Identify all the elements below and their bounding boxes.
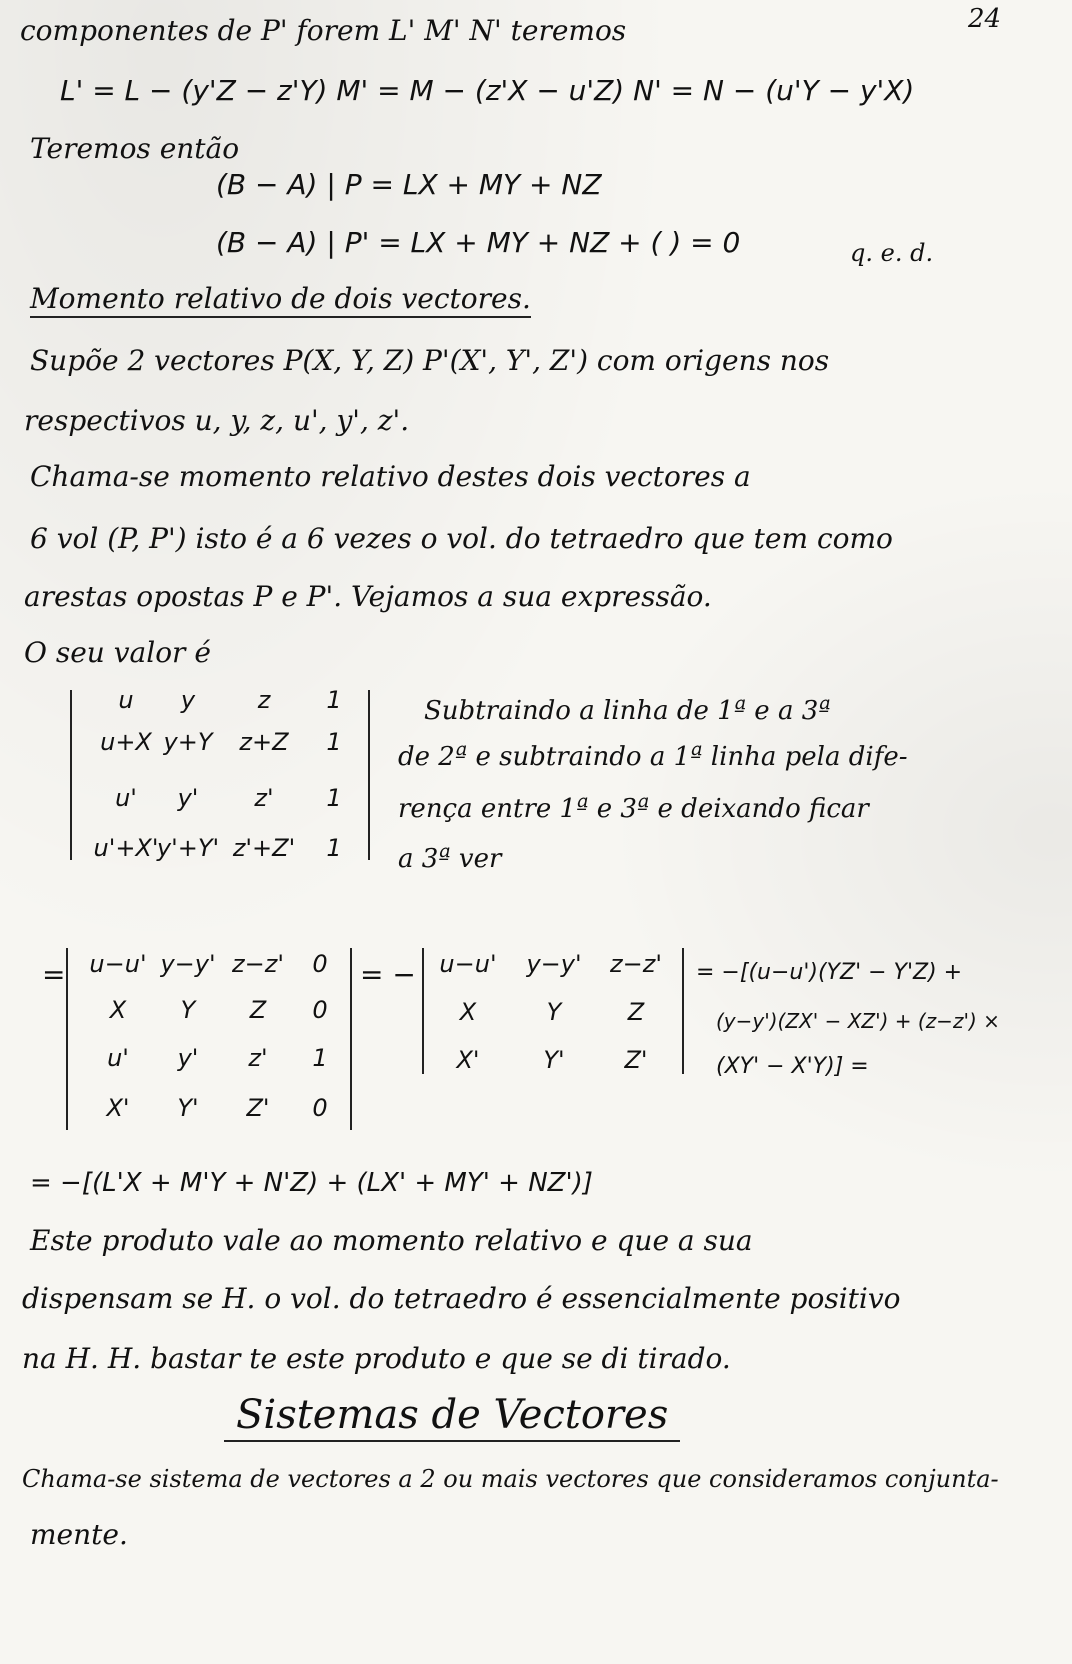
text-line-8: Chama-se momento relativo destes dois vectores a — [30, 460, 751, 493]
equals-sign-1: = — [42, 958, 66, 991]
det-b-cell: 0 — [312, 1094, 328, 1122]
det-b-cell: y−y' — [160, 950, 216, 978]
det-b-cell: Z — [249, 996, 267, 1024]
text-line-14: dispensam se H. o vol. do tetraedro é essencialmente positivo — [22, 1282, 901, 1315]
det-a-cell: u'+X' — [93, 834, 159, 862]
equation-final: = −[(L'X + M'Y + N'Z) + (LX' + MY' + NZ')] — [30, 1168, 593, 1198]
text-line-6: Supõe 2 vectores P(X, Y, Z) P'(X', Y', Z') com origens nos — [30, 344, 830, 377]
side-note-1: Subtraindo a linha de 1ª e a 3ª — [424, 696, 831, 726]
qed-note: q. e. d. — [850, 239, 934, 267]
det-a-cell: u' — [115, 784, 137, 812]
det-b-cell: y' — [177, 1044, 199, 1072]
det-b-cell: Z' — [246, 1094, 270, 1122]
det-a-left-bar — [70, 690, 72, 860]
det-c-cell: z−z' — [610, 950, 662, 978]
det-c-cell: X — [459, 998, 477, 1026]
text-line-3: Teremos então — [30, 132, 240, 165]
equals-minus-sign: = − — [360, 958, 416, 991]
text-line-16: Chama-se sistema de vectores a 2 ou mais vectores que consideramos conjunta- — [22, 1465, 999, 1493]
det-c-cell: u−u' — [439, 950, 497, 978]
det-b-cell: z' — [248, 1044, 268, 1072]
expansion-line-3: (XY' − X'Y)] = — [716, 1054, 869, 1079]
det-c-cell: Z' — [624, 1046, 648, 1074]
det-c-cell: Y — [546, 998, 562, 1026]
page-number: 24 — [968, 4, 1002, 34]
det-a-cell: u — [118, 686, 134, 714]
det-a-cell: y'+Y' — [156, 834, 220, 862]
det-a-cell: y — [180, 686, 196, 714]
det-a-cell: z+Z — [239, 728, 289, 756]
side-note-4: a 3ª ver — [398, 844, 502, 874]
text-line-10: arestas opostas P e P'. Vejamos a sua expressão. — [24, 580, 712, 613]
det-a-cell: u+X — [100, 728, 152, 756]
det-a-cell: z'+Z' — [232, 834, 296, 862]
det-b-cell: X' — [106, 1094, 130, 1122]
det-a-cell: z' — [254, 784, 274, 812]
det-a-cell: 1 — [326, 834, 342, 862]
det-c-right-bar — [682, 948, 684, 1074]
det-a-cell: 1 — [326, 728, 342, 756]
det-b-cell: u−u' — [89, 950, 147, 978]
det-b-cell: 1 — [312, 1044, 328, 1072]
det-a-cell: 1 — [326, 784, 342, 812]
equation-product-2: (B − A) | P' = LX + MY + NZ + ( ) = 0 — [216, 226, 741, 259]
det-b-cell: z−z' — [232, 950, 284, 978]
det-a-cell: 1 — [326, 686, 342, 714]
expansion-line-2: (y−y')(ZX' − XZ') + (z−z') × — [716, 1009, 1000, 1033]
text-line-13: Este produto vale ao momento relativo e que a sua — [30, 1224, 753, 1257]
det-b-cell: Y' — [177, 1094, 199, 1122]
equation-primed-moments: L' = L − (y'Z − z'Y) M' = M − (z'X − u'Z) N' = N − (u'Y − y'X) — [60, 74, 915, 107]
det-c-cell: Y' — [543, 1046, 565, 1074]
det-a-cell: y' — [177, 784, 199, 812]
side-note-2: de 2ª e subtraindo a 1ª linha pela dife- — [398, 742, 908, 772]
det-b-cell: 0 — [312, 996, 328, 1024]
det-c-cell: X' — [456, 1046, 480, 1074]
equation-product-1: (B − A) | P = LX + MY + NZ — [216, 168, 602, 201]
det-c-cell: y−y' — [526, 950, 582, 978]
det-b-left-bar — [66, 948, 68, 1130]
text-line-9: 6 vol (P, P') isto é a 6 vezes o vol. do tetraedro que tem como — [30, 522, 893, 555]
section-heading-relative-moment: Momento relativo de dois vectores. — [30, 282, 531, 318]
side-note-3: rença entre 1ª e 3ª e deixando ficar — [398, 794, 869, 824]
det-a-cell: y+Y — [163, 728, 213, 756]
expansion-line-1: = −[(u−u')(YZ' − Y'Z) + — [696, 960, 963, 985]
det-b-cell: X — [109, 996, 127, 1024]
text-line-7: respectivos u, y, z, u', y', z'. — [24, 404, 410, 437]
text-line-17: mente. — [30, 1518, 128, 1551]
det-b-cell: u' — [107, 1044, 129, 1072]
text-line-15: na H. H. bastar te este produto e que se di tirado. — [22, 1342, 731, 1375]
det-c-cell: Z — [627, 998, 645, 1026]
det-b-cell: Y — [180, 996, 196, 1024]
text-line-1: componentes de P' forem L' M' N' teremos — [20, 14, 627, 47]
section-heading-vector-systems: Sistemas de Vectores — [224, 1390, 680, 1442]
det-a-cell: z — [257, 686, 271, 714]
text-line-11: O seu valor é — [24, 636, 211, 669]
det-b-cell: 0 — [312, 950, 328, 978]
det-c-left-bar — [422, 948, 424, 1074]
